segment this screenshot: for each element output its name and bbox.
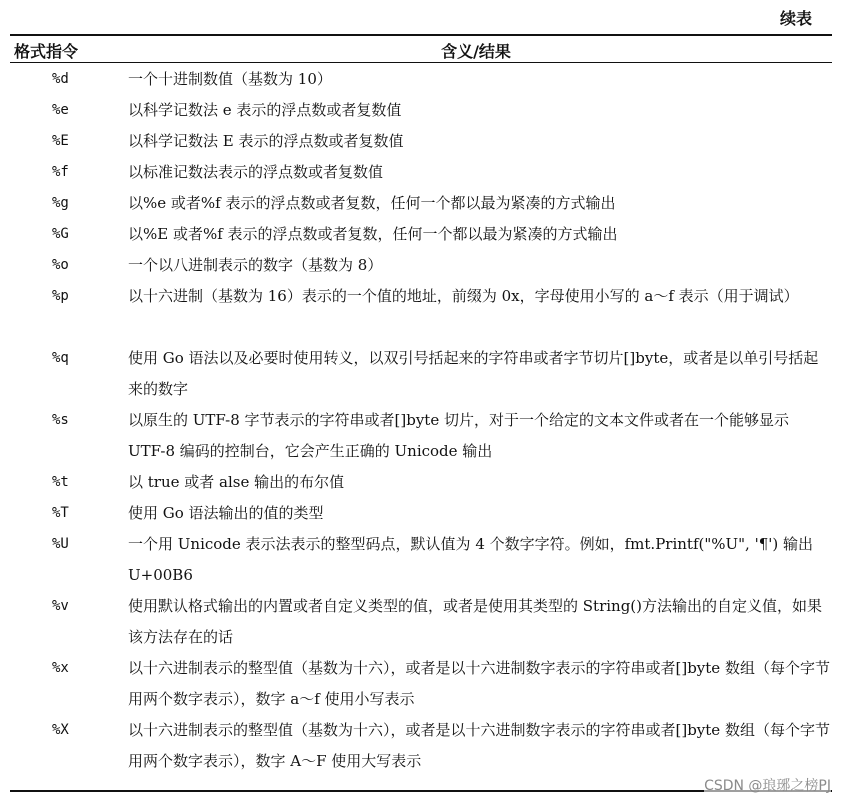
specifier-description: 以科学记数法 E 表示的浮点数或者复数值 <box>128 132 404 150</box>
format-specifier: %q <box>52 350 69 366</box>
table-row <box>10 405 832 467</box>
specifier-description: 以原生的 UTF-8 字节表示的字符串或者[]byte 切片，对于一个给定的文本文件或者在一个能够显示 UTF-8 编码的控制台，它会产生正确的 Unicode 输出 <box>128 411 789 460</box>
specifier-description: 以%E 或者%f 表示的浮点数或者复数，任何一个都以最为紧凑的方式输出 <box>128 225 618 243</box>
format-specifier: %G <box>52 226 69 242</box>
format-specifier: %s <box>52 412 69 428</box>
format-specifier: %p <box>52 288 69 304</box>
specifier-description: 以十六进制（基数为 16）表示的一个值的地址，前缀为 0x，字母使用小写的 a～f 表示（用于调试） <box>128 287 799 305</box>
table-header <box>10 36 832 62</box>
format-specifier: %e <box>52 102 69 118</box>
header-meaning: 含义/结果 <box>441 42 511 61</box>
watermark: CSDN @琅琊之榜PJ <box>704 775 831 795</box>
table-row <box>10 95 832 126</box>
specifier-description: 以标准记数法表示的浮点数或者复数值 <box>128 163 384 181</box>
specifier-description: 以十六进制表示的整型值（基数为十六），或者是以十六进制数字表示的字符串或者[]byte 数组（每个字节用两个数字表示），数字 A～F 使用大写表示 <box>128 721 830 770</box>
table-row <box>10 281 832 343</box>
table-body <box>10 64 832 777</box>
format-specifier: %f <box>52 164 69 180</box>
header-rule <box>10 62 832 63</box>
format-specifier: %g <box>52 195 69 211</box>
table-page <box>10 0 832 803</box>
table-row <box>10 188 832 219</box>
specifier-description: 以科学记数法 e 表示的浮点数或者复数值 <box>128 101 402 119</box>
table-row <box>10 529 832 591</box>
specifier-description: 一个以八进制表示的数字（基数为 8） <box>128 256 383 274</box>
specifier-description: 使用 Go 语法以及必要时使用转义，以双引号括起来的字符串或者字节切片[]byte，或者是以单引号括起来的数字 <box>128 349 819 398</box>
header-format: 格式指令 <box>14 42 79 61</box>
table-row <box>10 591 832 653</box>
specifier-description: 使用 Go 语法输出的值的类型 <box>128 504 324 522</box>
continued-label: 续表 <box>779 9 812 28</box>
format-specifier: %E <box>52 133 69 149</box>
table-row <box>10 467 832 498</box>
table-row <box>10 219 832 250</box>
format-specifier: %d <box>52 71 69 87</box>
table-row <box>10 250 832 281</box>
table-row <box>10 64 832 95</box>
format-specifier: %X <box>52 722 69 738</box>
format-specifier: %o <box>52 257 69 273</box>
table-row <box>10 653 832 715</box>
table-row <box>10 498 832 529</box>
table-row <box>10 157 832 188</box>
specifier-description: 以十六进制表示的整型值（基数为十六），或者是以十六进制数字表示的字符串或者[]byte 数组（每个字节用两个数字表示），数字 a～f 使用小写表示 <box>128 659 830 708</box>
specifier-description: 以%e 或者%f 表示的浮点数或者复数，任何一个都以最为紧凑的方式输出 <box>128 194 616 212</box>
format-specifier: %t <box>52 474 69 490</box>
format-specifier: %U <box>52 536 69 552</box>
specifier-description: 以 true 或者 alse 输出的布尔值 <box>128 473 345 491</box>
table-row <box>10 343 832 405</box>
table-row <box>10 715 832 777</box>
specifier-description: 使用默认格式输出的内置或者自定义类型的值，或者是使用其类型的 String()方法输出的自定义值，如果该方法存在的话 <box>128 597 823 646</box>
format-specifier: %v <box>52 598 69 614</box>
specifier-description: 一个用 Unicode 表示法表示的整型码点，默认值为 4 个数字字符。例如，fmt.Printf("%U", '¶') 输出 U+00B6 <box>128 535 813 584</box>
format-specifier: %T <box>52 505 69 521</box>
table-row <box>10 126 832 157</box>
format-specifier: %x <box>52 660 69 676</box>
specifier-description: 一个十进制数值（基数为 10） <box>128 70 332 88</box>
